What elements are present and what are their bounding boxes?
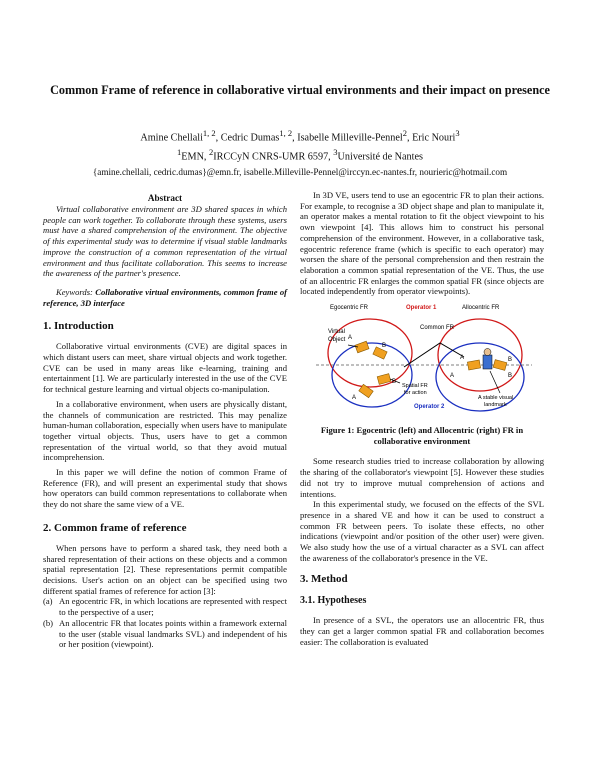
section-heading-introduction: 1. Introduction	[43, 320, 114, 333]
label-allocentric: Allocentric FR	[462, 305, 500, 312]
figure-caption: Figure 1: Egocentric (left) and Allocentric (right) FR in collaborative environment	[320, 425, 524, 446]
right-paragraph-3: In this experimental study, we focused on the effects of the SVL presence in a shared VE and how it can be used to construct a common FR between peers. To isolate these effects, no other indications (viewpoint and/or position of the other user) were given. We also study how the use of a virtual character as a SVL can affect the awareness of the collaborator's presence in the VE.	[300, 499, 544, 563]
keywords-text: Collaborative virtual environments, common frame of reference, 3D interface	[43, 286, 287, 308]
paper-title: Common Frame of reference in collaborative virtual environments and their impact on presence	[50, 83, 550, 97]
common-fr-connector	[404, 343, 464, 367]
object-label-a: A	[352, 395, 357, 402]
author-affiliations: $^1$EMN, $^2$IRCCyN CNRS-UMR 6597, $^3$Université de Nantes	[177, 147, 423, 163]
virtual-object	[493, 360, 507, 371]
section-heading-method: 3. Method	[300, 573, 348, 586]
object-label-b: B	[382, 343, 387, 350]
object-label-b: B	[508, 357, 513, 364]
right-column	[300, 190, 544, 648]
label-object: Object	[328, 337, 346, 344]
object-label-a: A	[348, 335, 353, 342]
stable-landmark-figure	[483, 355, 492, 369]
intro-paragraph-1: Collaborative virtual environments (CVE) are digital spaces in which distant users can meet, share virtual objects and work together. CVE can be used in many areas like e-learning, training and entertainment [1]. We are particularly interested in the use of the CVE for technical gesture learning and virtual objects co-manipulation.	[43, 341, 287, 395]
label-landmark-1: A stable visual	[478, 395, 514, 402]
section-heading-common-frame: 2. Common frame of reference	[43, 521, 187, 534]
label-operator1: Operator 1	[406, 305, 437, 312]
label-spatial-fr: Spatial FR	[402, 383, 428, 390]
object-label-b: B	[508, 373, 513, 380]
object-label-a: A	[460, 355, 465, 362]
abstract-text: Virtual collaborative environment are 3D shared spaces in which people can work together. To collaborate through these systems, users must have a shared comprehension of the environment. The objective of this experimental study was to determine if visual stable landmarks improve the construction of a common representation of the virtual environment and thus facilitate collaboration. This seems to increase the awareness of the partner's presence.	[43, 204, 287, 279]
right-paragraph-1: In 3D VE, users tend to use an egocentric FR to plan their actions. For example, to recognise a 3D object shape and plan to manipulate it, an operator makes a mental rotation to fit the object viewpoint to his own viewpoint [4]. This allows him to construct his personal comprehension of the environment. However, in a collaborative task, egocentric reference frame (which is specific to each operator) may worsen the share of the personal comprehension and then restrain the elaboration a common spatial representation of the VE. Thus, the use of an allocentric FR enlarges the common spatial FR (since objects are located independently from operator viewpoints).	[300, 190, 544, 297]
author-block	[40, 126, 560, 179]
keywords-label: Keywords:	[56, 286, 93, 297]
intro-paragraph-3: In this paper we will define the notion of common Frame of Reference (FR), and will present an experimental study that shows how operators can build common representations to collaborate when they do not share the same view of a VE.	[43, 467, 287, 510]
label-common-fr: Common FR	[420, 325, 455, 332]
label-egocentric: Egocentric FR	[330, 305, 369, 312]
stable-landmark-head	[484, 349, 491, 356]
virtual-object	[377, 374, 391, 385]
list-item: (b) An allocentric FR that locates points within a framework external to the user (stable visual landmarks SVL) and independent of his or her position (viewpoint).	[43, 617, 287, 650]
label-landmark-2: landmark	[484, 402, 507, 409]
figure-diagram	[300, 303, 544, 421]
label-virtual: Virtual	[328, 329, 345, 336]
object-label-a: A	[450, 373, 455, 380]
object-label-b: B	[392, 379, 397, 386]
abstract-heading: Abstract	[147, 193, 183, 203]
author-emails: {amine.chellali, cedric.dumas}@emn.fr, isabelle.Milleville-Pennel@irccyn.ec-nantes.fr, nourieric@hotmail.com	[92, 166, 508, 177]
hypotheses-paragraph-1: In presence of a SVL, the operators use an allocentric FR, thus they can get a larger common spatial FR and collaboration becomes easier: The collaboration is evaluated	[300, 615, 544, 647]
operator2-egocentric-circle	[332, 343, 412, 407]
frame-list	[43, 596, 287, 650]
author-names: Amine Chellali$^{1, 2}$, Cedric Dumas$^{1, 2}$, Isabelle Milleville-Pennel$^2$, Eric Nouri$^3$	[140, 128, 460, 144]
cfr-paragraph-1: When persons have to perform a shared task, they need both a shared representation of their actions on these objects and a common spatial representation [2]. These representations permit compatible decisions. User's action on an object can be specified using two different spatial frames of reference for action [3]:	[43, 542, 287, 596]
left-column	[43, 192, 287, 650]
keywords	[43, 287, 287, 308]
subsection-heading-hypotheses: 3.1. Hypotheses	[300, 595, 367, 607]
list-item: (a) An egocentric FR, in which locations are represented with respect to the perspective of a user;	[43, 596, 287, 618]
right-paragraph-2: Some research studies tried to increase collaboration by allowing the sharing of the collaborator's viewpoint [5]. However these studies did not try to improve mutual comprehension of actions and intentions.	[300, 456, 544, 499]
label-for-action: for action	[404, 390, 427, 397]
figure-1	[300, 303, 544, 421]
virtual-object	[467, 360, 480, 370]
intro-paragraph-2: In a collaborative environment, when users are physically distant, the channels of communication are restricted. This may penalize human-human collaboration, especially when users have to manipulate together virtual objects. Thus, users have to get a common representation of the virtual world, so that they avoid mutual incomprehension.	[43, 398, 287, 463]
label-operator2: Operator 2	[414, 404, 445, 411]
